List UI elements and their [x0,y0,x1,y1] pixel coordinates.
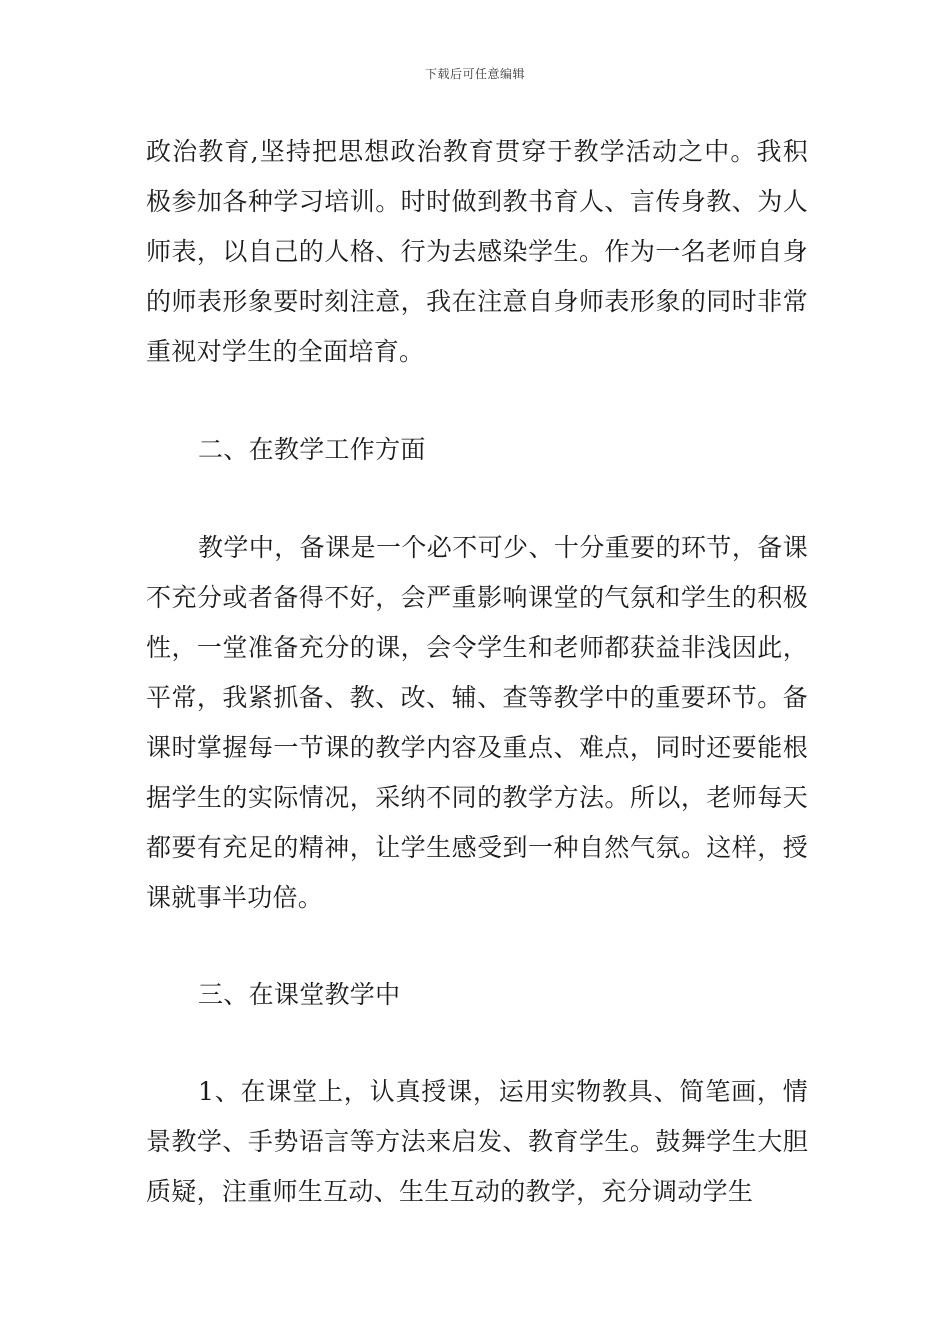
document-body [146,127,808,1217]
section-heading-classroom-teaching: 三、在课堂教学中 [198,980,401,1009]
paragraph-classroom-methods: 1、在课堂上，认真授课，运用实物教具、简笔画，情景教学、手势语言等方法来启发、教育学生。鼓舞学生大胆质疑，注重师生互动、生生互动的教学，充分调动学生 [146,1077,808,1206]
paragraph-lesson-preparation: 教学中，备课是一个必不可少、十分重要的环节，备课不充分或者备得不好，会严重影响课堂的气氛和学生的积极性，一堂准备充分的课，会令学生和老师都获益非浅因此，平常，我紧抓备、教、改、辅、查等教学中的重要环节。备课时掌握每一节课的教学内容及重点、难点，同时还要能根据学生的实际情况，采纳不同的教学方法。所以，老师每天都要有充足的精神，让学生感受到一种自然气氛。这样，授课就事半功倍。 [146,533,808,912]
paragraph-political-education: 政治教育,坚持把思想政治教育贯穿于教学活动之中。我积极参加各种学习培训。时时做到教书育人、言传身教、为人师表，以自己的人格、行为去感染学生。作为一名老师自身的师表形象要时刻注意，我在注意自身师表形象的同时非常重视对学生的全面培育。 [146,137,808,366]
section-heading-teaching-work: 二、在教学工作方面 [198,435,426,464]
page-header: 下载后可任意编辑 [424,67,525,81]
